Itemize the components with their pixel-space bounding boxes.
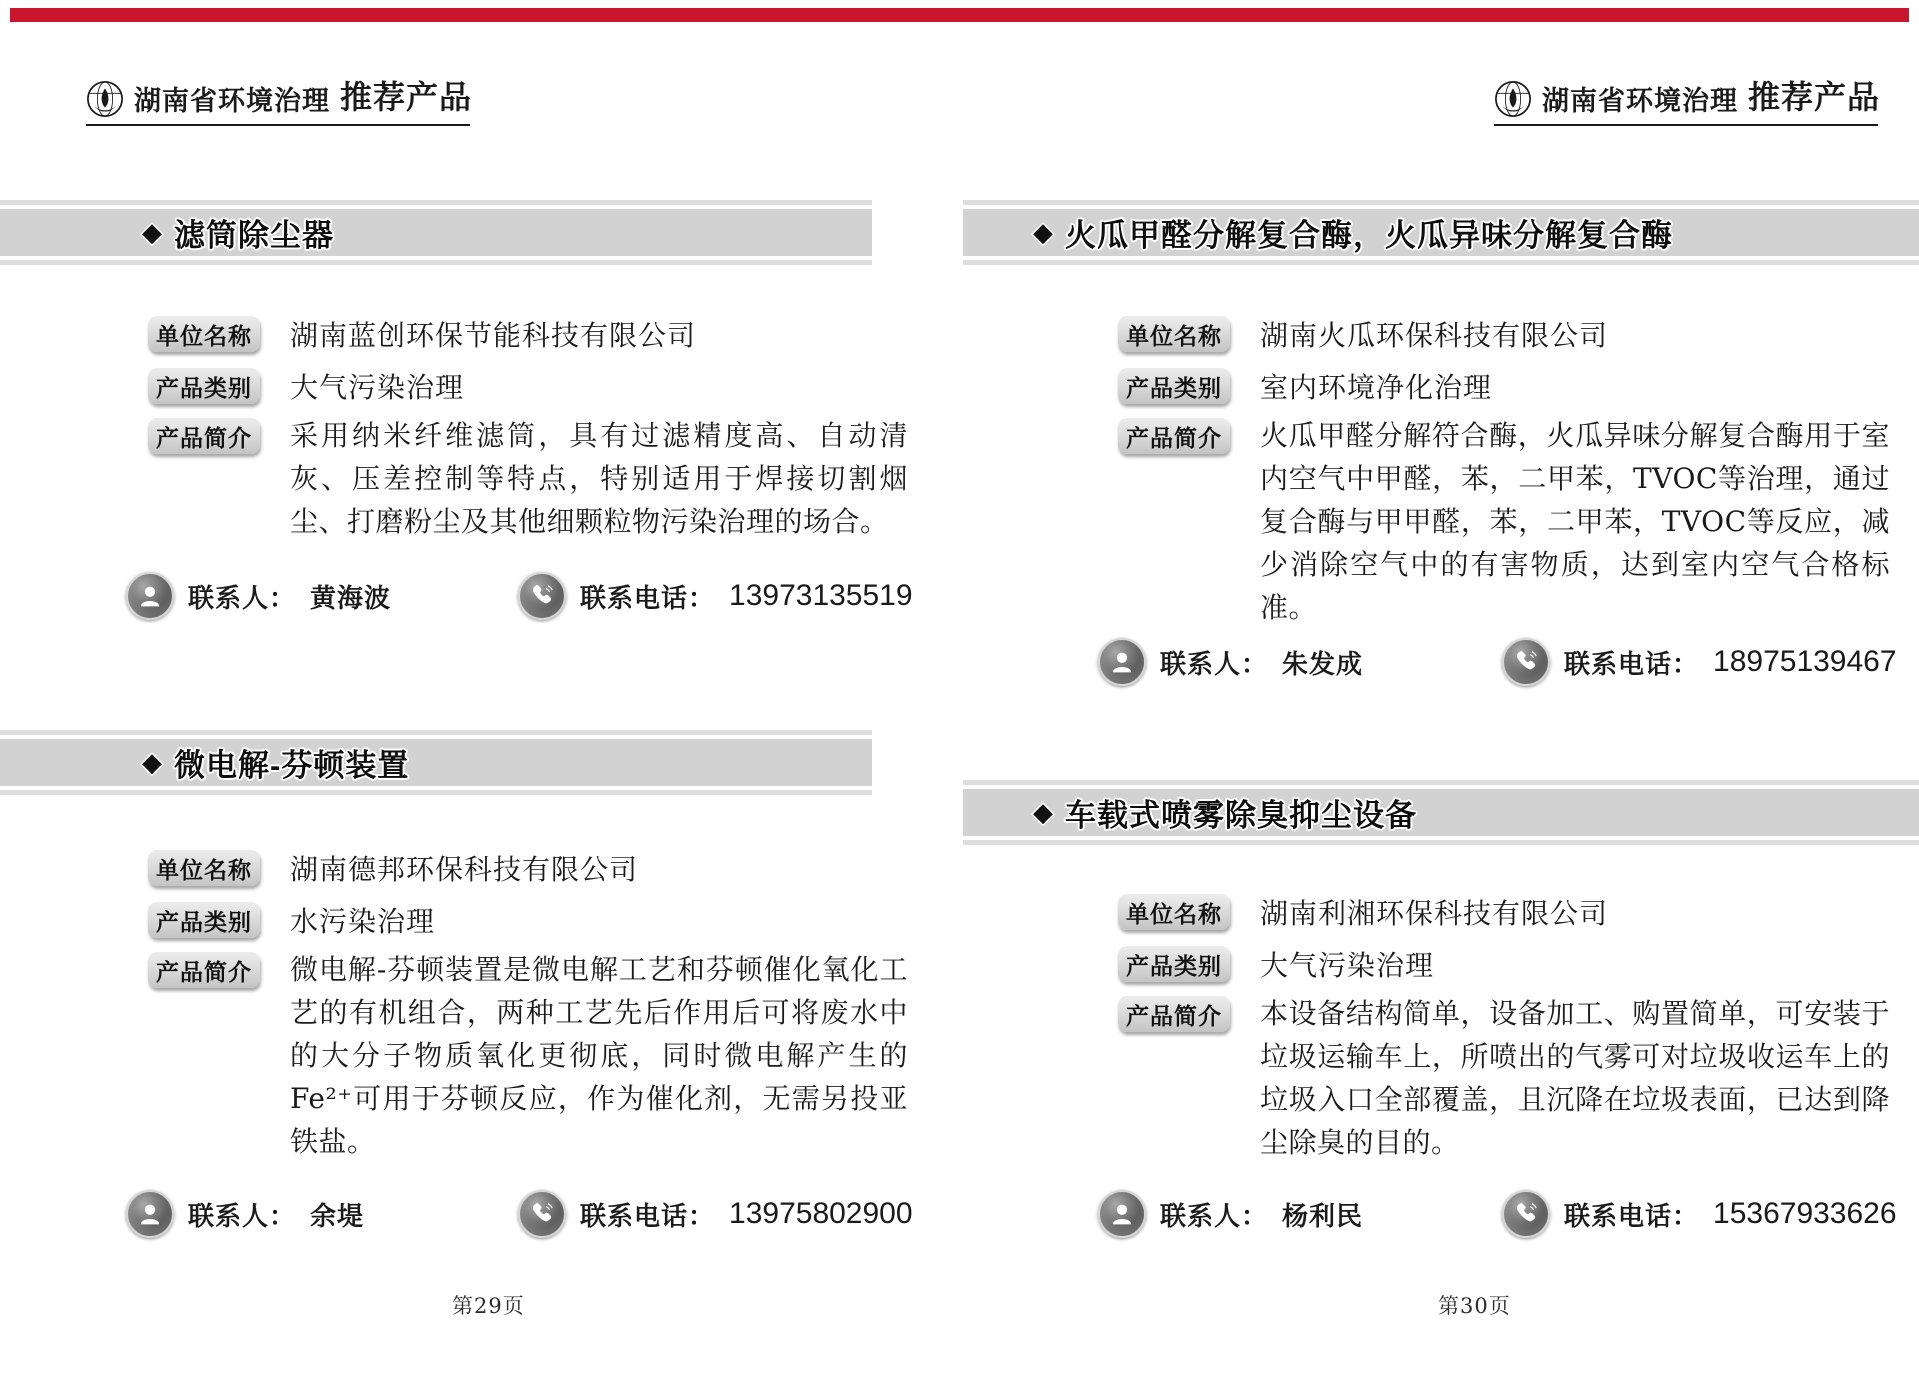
field-label-intro: 产品简介 — [1118, 418, 1230, 454]
contact-label: 联系人： — [1160, 648, 1269, 679]
diamond-bullet-icon: ◆ — [142, 217, 162, 248]
bar-main — [963, 209, 1919, 256]
bar-trim-top — [963, 780, 1919, 785]
person-icon — [1098, 638, 1146, 686]
field-label-category: 产品类别 — [1118, 368, 1230, 404]
top-accent-bar — [10, 8, 1909, 22]
bar-trim-bottom — [0, 790, 872, 795]
phone-icon — [518, 1190, 566, 1238]
company-name: 湖南火瓜环保科技有限公司 — [1260, 319, 1609, 352]
phone-number: 15367933626 — [1713, 1197, 1897, 1230]
field-row-company — [1118, 892, 1890, 932]
phone-label: 联系电话： — [580, 582, 716, 613]
section-header-filter-dust-collector — [0, 200, 872, 265]
section-header-vehicle-spray-deodorizer — [963, 780, 1919, 845]
contact-phone-row — [518, 570, 913, 622]
field-row-intro — [1118, 418, 1890, 629]
category-value: 室内环境净化治理 — [1260, 371, 1493, 404]
field-label-company: 单位名称 — [148, 850, 260, 886]
diamond-bullet-icon: ◆ — [1033, 217, 1053, 248]
bar-trim-top — [0, 730, 872, 735]
contact-person-row — [1098, 1188, 1363, 1240]
field-label-company: 单位名称 — [1118, 894, 1230, 930]
field-label-intro: 产品简介 — [148, 418, 260, 454]
category-value: 水污染治理 — [290, 905, 436, 938]
bar-trim-bottom — [963, 840, 1919, 845]
intro-text: 火瓜甲醛分解符合酶，火瓜异味分解复合酶用于室内空气中甲醛，苯，二甲苯，TVOC等治理，通过复合酶与甲甲醛，苯，二甲苯，TVOC等反应，减少消除空气中的有害物质，达到室内空气合格标准。 — [1260, 419, 1890, 624]
page-number-right: 第30页 — [1438, 1294, 1511, 1318]
phone-label: 联系电话： — [1564, 1200, 1700, 1231]
product-fields — [148, 314, 908, 543]
phone-number: 18975139467 — [1713, 645, 1897, 678]
header-title-regular: 湖南省环境治理 — [1542, 86, 1738, 117]
contact-person-row — [126, 1188, 364, 1240]
org-logo-icon — [86, 80, 124, 118]
contact-name: 朱发成 — [1282, 648, 1364, 679]
contact-phone-row — [518, 1188, 913, 1240]
phone-label: 联系电话： — [1564, 648, 1700, 679]
category-value: 大气污染治理 — [1260, 949, 1435, 982]
phone-icon — [1502, 638, 1550, 686]
header-title-regular: 湖南省环境治理 — [134, 86, 330, 117]
section-header-micro-electrolysis-fenton — [0, 730, 872, 795]
field-row-category — [1118, 366, 1890, 406]
section-title: 火瓜甲醛分解复合酶，火瓜异味分解复合酶 — [1065, 218, 1673, 253]
field-row-category — [1118, 944, 1890, 984]
bar-trim-bottom — [963, 260, 1919, 265]
bar-trim-bottom — [0, 260, 872, 265]
contact-label: 联系人： — [188, 1200, 297, 1231]
bar-main — [0, 739, 872, 786]
intro-text: 采用纳米纤维滤筒，具有过滤精度高、自动清灰、压差控制等特点，特别适用于焊接切割烟尘、打磨粉尘及其他细颗粒物污染治理的场合。 — [290, 419, 908, 538]
product-fields — [1118, 892, 1890, 1164]
page-header-right — [1494, 76, 1881, 126]
phone-number: 13973135519 — [729, 579, 913, 612]
contact-person-row — [126, 570, 391, 622]
field-label-intro: 产品简介 — [148, 952, 260, 988]
field-label-category: 产品类别 — [148, 368, 260, 404]
header-title-strong: 推荐产品 — [340, 78, 473, 116]
field-label-category: 产品类别 — [148, 902, 260, 938]
bar-main — [0, 209, 872, 256]
phone-label: 联系电话： — [580, 1200, 716, 1231]
bar-main — [963, 789, 1919, 836]
field-label-intro: 产品简介 — [1118, 996, 1230, 1032]
field-row-category — [148, 900, 908, 940]
field-row-intro — [1118, 996, 1890, 1164]
bar-trim-top — [0, 200, 872, 205]
product-fields — [1118, 314, 1890, 629]
person-icon — [126, 572, 174, 620]
field-row-company — [148, 848, 908, 888]
contact-name: 黄海波 — [310, 582, 392, 613]
person-icon — [1098, 1190, 1146, 1238]
header-title-strong: 推荐产品 — [1748, 78, 1881, 116]
contact-label: 联系人： — [1160, 1200, 1269, 1231]
contact-label: 联系人： — [188, 582, 297, 613]
phone-icon — [518, 572, 566, 620]
company-name: 湖南德邦环保科技有限公司 — [290, 853, 639, 886]
category-value: 大气污染治理 — [290, 371, 465, 404]
intro-text: 本设备结构简单，设备加工、购置简单，可安装于垃圾运输车上，所喷出的气雾可对垃圾收运车上的垃圾入口全部覆盖，且沉降在垃圾表面，已达到降尘除臭的目的。 — [1260, 997, 1890, 1159]
company-name: 湖南利湘环保科技有限公司 — [1260, 897, 1609, 930]
section-header-formaldehyde-enzyme — [963, 200, 1919, 265]
field-label-category: 产品类别 — [1118, 946, 1230, 982]
intro-text: 微电解-芬顿装置是微电解工艺和芬顿催化氧化工艺的有机组合，两种工艺先后作用后可将废水中的大分子物质氧化更彻底，同时微电解产生的Fe²⁺可用于芬顿反应，作为催化剂，无需另投亚铁盐。 — [290, 953, 908, 1158]
field-row-intro — [148, 418, 908, 543]
page-number-left: 第29页 — [452, 1294, 525, 1318]
contact-person-row — [1098, 636, 1363, 688]
phone-number: 13975802900 — [729, 1197, 913, 1230]
field-label-company: 单位名称 — [1118, 316, 1230, 352]
bar-trim-top — [963, 200, 1919, 205]
diamond-bullet-icon: ◆ — [142, 747, 162, 778]
section-title: 微电解-芬顿装置 — [174, 748, 410, 783]
field-label-company: 单位名称 — [148, 316, 260, 352]
contact-name: 杨利民 — [1282, 1200, 1364, 1231]
phone-icon — [1502, 1190, 1550, 1238]
company-name: 湖南蓝创环保节能科技有限公司 — [290, 319, 697, 352]
field-row-company — [148, 314, 908, 354]
page-header-left — [86, 76, 473, 126]
org-logo-icon — [1494, 80, 1532, 118]
diamond-bullet-icon: ◆ — [1033, 797, 1053, 828]
contact-phone-row — [1502, 1188, 1897, 1240]
contact-name: 余堤 — [310, 1200, 365, 1231]
person-icon — [126, 1190, 174, 1238]
field-row-intro — [148, 952, 908, 1163]
section-title: 车载式喷雾除臭抑尘设备 — [1065, 798, 1417, 833]
field-row-category — [148, 366, 908, 406]
section-title: 滤筒除尘器 — [174, 218, 334, 253]
product-fields — [148, 848, 908, 1163]
field-row-company — [1118, 314, 1890, 354]
contact-phone-row — [1502, 636, 1897, 688]
